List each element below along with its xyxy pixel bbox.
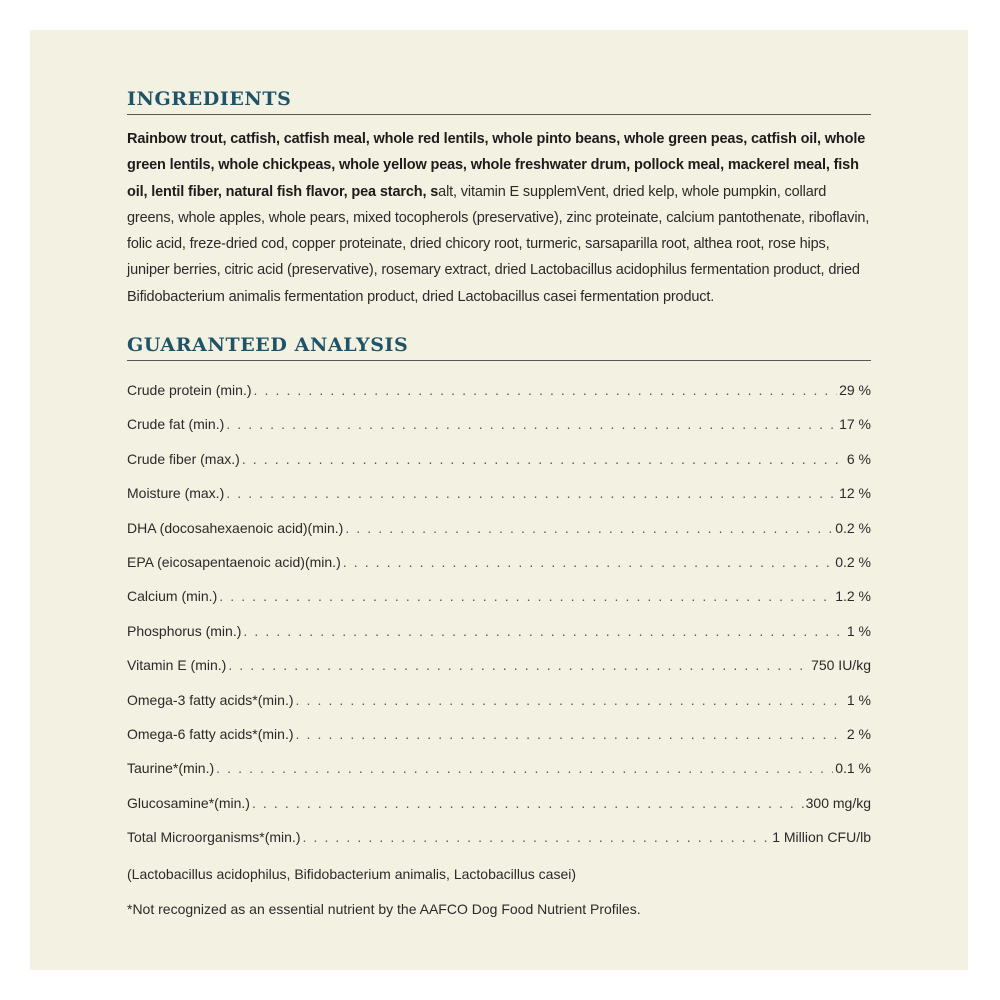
guaranteed-analysis-heading: GUARANTEED ANALYSIS xyxy=(127,334,871,361)
analysis-label: Moisture (max.) xyxy=(127,485,225,502)
analysis-value: 6 % xyxy=(846,450,871,467)
ingredients-regular-text: alt, vitamin E supplemVent, dried kelp, whole pumpkin, collard greens, whole apples, whole pears, mixed tocopherols (preservative), zinc proteinate, calcium pantothenate, riboflavin, folic acid, freze-dried cod, copper proteinate, dried chicory root, turmeric, sarsaparilla root, althea root, rose hips, juniper berries, citric acid (preservative), rosemary extract, dried Lactobacillus acidophilus fermentation product, dried Bifidobacterium animalis fermentation product, dried Lactobacillus casei fermentation product. xyxy=(127,183,870,305)
dot-leader xyxy=(296,726,845,742)
ingredients-text xyxy=(127,126,875,310)
analysis-row-epa xyxy=(127,554,871,588)
analysis-row-vitamin-e xyxy=(127,657,871,691)
analysis-value: 17 % xyxy=(839,416,871,433)
dot-leader xyxy=(345,520,833,536)
analysis-row-crude-fat xyxy=(127,416,871,450)
dot-leader xyxy=(254,382,838,398)
analysis-row-crude-fiber xyxy=(127,451,871,485)
analysis-label: EPA (eicosapentaenoic acid)(min.) xyxy=(127,553,341,570)
ingredients-heading: INGREDIENTS xyxy=(127,88,871,115)
analysis-value: 1 % xyxy=(846,691,871,708)
analysis-table xyxy=(127,382,871,863)
analysis-value: 29 % xyxy=(839,382,871,398)
analysis-value: 1 % xyxy=(846,622,871,639)
analysis-value: 0.2 % xyxy=(835,553,871,570)
dot-leader xyxy=(242,451,845,467)
analysis-row-taurine xyxy=(127,760,871,794)
analysis-value: 12 % xyxy=(839,485,871,502)
analysis-value: 0.1 % xyxy=(835,760,871,777)
dot-leader xyxy=(228,657,809,673)
analysis-label: Glucosamine*(min.) xyxy=(127,794,250,811)
analysis-value: 0.2 % xyxy=(835,519,871,536)
analysis-label: Vitamin E (min.) xyxy=(127,657,227,674)
analysis-row-crude-protein xyxy=(127,382,871,416)
strain-note: (Lactobacillus acidophilus, Bifidobacterium animalis, Lactobacillus casei) xyxy=(127,866,576,882)
analysis-row-dha xyxy=(127,520,871,554)
analysis-label: Omega-6 fatty acids*(min.) xyxy=(127,725,294,742)
dot-leader xyxy=(219,588,833,604)
dot-leader xyxy=(216,760,833,776)
analysis-value: 300 mg/kg xyxy=(805,794,871,811)
analysis-row-moisture xyxy=(127,485,871,519)
aafco-footnote: *Not recognized as an essential nutrient by the AAFCO Dog Food Nutrient Profiles. xyxy=(127,901,641,917)
analysis-row-calcium xyxy=(127,588,871,622)
dot-leader xyxy=(343,554,833,570)
analysis-row-phosphorus xyxy=(127,623,871,657)
analysis-row-glucosamine xyxy=(127,795,871,829)
analysis-label: Calcium (min.) xyxy=(127,588,218,605)
dot-leader xyxy=(252,795,804,811)
analysis-label: Phosphorus (min.) xyxy=(127,622,242,639)
analysis-row-omega-6 xyxy=(127,726,871,760)
dot-leader xyxy=(226,416,837,432)
analysis-label: Crude fat (min.) xyxy=(127,416,225,433)
analysis-value: 1 Million CFU/lb xyxy=(772,829,871,846)
ingredients-bold-text: Rainbow trout, catfish, catfish meal, whole red lentils, whole pinto beans, whole green peas, catfish oil, whole green lentils, whole chickpeas, whole yellow peas, whole freshwater drum, pollock meal, mackerel meal, fish oil, lentil fiber, natural fish flavor, pea starch, s xyxy=(127,131,866,200)
analysis-label: Crude protein (min.) xyxy=(127,382,252,398)
dot-leader xyxy=(226,485,837,501)
analysis-label: Taurine*(min.) xyxy=(127,760,215,777)
dot-leader xyxy=(302,829,770,845)
analysis-row-total-microorganisms xyxy=(127,829,871,863)
analysis-value: 750 IU/kg xyxy=(811,657,871,674)
analysis-label: DHA (docosahexaenoic acid)(min.) xyxy=(127,519,344,536)
analysis-label: Total Microorganisms*(min.) xyxy=(127,829,301,846)
analysis-label: Omega-3 fatty acids*(min.) xyxy=(127,691,294,708)
dot-leader xyxy=(296,692,845,708)
analysis-row-omega-3 xyxy=(127,692,871,726)
analysis-value: 2 % xyxy=(846,725,871,742)
dot-leader xyxy=(243,623,844,639)
analysis-label: Crude fiber (max.) xyxy=(127,450,240,467)
analysis-value: 1.2 % xyxy=(835,588,871,605)
